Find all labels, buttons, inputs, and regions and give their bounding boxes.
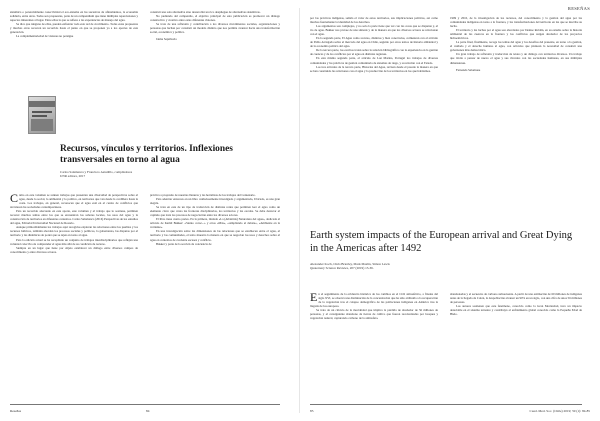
- paragraph: Se trata de una reflexión y contribución a los diversos movimientos sociales, organizaciones y personas que luchan por construir un modelo distinto que nos permita avanzar hacia una transformación social, económica y política.: [150, 22, 280, 35]
- article-journal: Quaternary Science Reviews, 207 (2019) 13-36.: [310, 266, 374, 271]
- paragraph: Los argumentos son complejos, y no solo la parte tiene que ver con las cosas que se disputan y, el río de agua. Bakker nos provee de una síntesis y de la manera en que los diversos actores se relacionan con el agua.: [310, 24, 438, 37]
- paragraph: Se trata en este de un tipo de traducción de distintas redes que permiten leer el agua como un elemento clave que cruza las fronteras disciplinarias, los territorios y las escalas. Se debe destacar el capítulo que trata los procesos de negociación entre los diversos actores.: [150, 205, 280, 218]
- article-meta: [310, 262, 480, 271]
- page-number: 84: [146, 409, 150, 413]
- paragraph: Para un recorrido adecuado en este aporte, este volumen y el trabajo que lo sostiene, permiten recorrer muchos temas entre los que se encuentran los saberes locales, los usos del agua y la construcción de territorios en diferentes contextos. Carlos Salamanca (2016) Perspectivas de los estudios del agua, Editorial Universidad Nacional de Rosario.: [10, 209, 138, 226]
- left-col-bottom-right: [150, 193, 280, 246]
- paragraph: práctica a propósito de nuestras llanuras y las hortalizas de los trabajos del Centenario.: [150, 193, 256, 197]
- footer-citation: Cuad. Med. Soc. (Chile) 2019; 59 (1): 84-85: [529, 409, 590, 413]
- book-cover-image: [28, 96, 56, 134]
- article-authors: Alexander Koch, Chris Brierley, Mark Maslin, Simon Lewis: [310, 262, 390, 266]
- paragraph: Los autores sostienen que este fenómeno, conocido como la Gran Mortandad, tuvo un impacto detectable en el sistema terrestre y contribuyó al enfriamiento global conocido como la Pequeña Edad de Hielo.: [450, 304, 582, 317]
- paragraph: 1999 y 2010, de la investigación de los recursos, del conocimiento y la gestión del agua por las comunidades indígenas en torno a la frontera, y las transformaciones del territorio en las que se inscribe su lucha.: [450, 16, 582, 29]
- drop-cap: E: [310, 290, 318, 304]
- right-col-bottom-left: [310, 292, 438, 320]
- paragraph: De la tercera parte, los escritos tratan sobre la relación bibliográfica con la experiencia en la gestión de cuencas y de los conflictos por el agua en distintas regiones.: [310, 48, 438, 57]
- review-publisher: UNR editora, 2017: [60, 174, 86, 179]
- paragraph: El libro tiene cuatro partes. En la primera, titulada «La (Atlántida) Naturaleza del agua», dedicada al artículo de Kamil Bakker: «Siento coraz...» y otros «Más», «Ampliando el debate», «Ambiente en la vertiente».: [150, 217, 280, 230]
- running-head: RESEÑAS: [567, 6, 590, 11]
- paragraph: En la segunda parte, El Agua como recurso, distintos y bien conectados, comienzan con el artículo de Pablo Arriagada sobre el mercado del agua en Chile, seguido por otros textos de historia ambiental y de la economía política del agua.: [310, 36, 438, 49]
- paragraph: En el seguimiento de la evidencia histórica de los cambios en el CO2 atmosférico, a finales del siglo XVI, se observa una disminución de la concentración que ha sido atribuida a la recuperación de la vegetación tras el colapso demográfico de las poblaciones indígenas en América tras la llegada de los europeos.: [310, 290, 438, 309]
- paragraph: Cómo en este volumen se reúnen trabajos que presentan una diversidad de perspectivas sobre el agua, desde lo social, lo ambiental y lo político, en territorios que van desde la cordillera hasta la costa. Los trabajos, en general, reconocen que el agua está en el centro de conflictos que atraviesan las sociedades contemporáneas.: [10, 191, 138, 210]
- footer-rule: [10, 404, 280, 405]
- paragraph: construir una sola alternativa sino desarrollar un rico despliegue de alternativas sistémicas.: [150, 10, 261, 14]
- right-col-top-right: [450, 16, 582, 72]
- paragraph: Para adentrar entonces en un libro cuidadosamente investigado y argumentado, Ubicado, es una gran alegría.: [150, 197, 280, 206]
- paragraph: Aunque primordialmente los trabajos aquí recogidos exploran las relaciones entre los pueblos y los recursos hídricos, también abordan los procesos sociales y políticos, la gobernanza, las disputas por el territorio y las dinámicas de poder que se tejen en torno al agua.: [10, 225, 138, 238]
- signature: Jaime Sepúlveda: [156, 37, 177, 42]
- left-col-top-left: [10, 10, 138, 38]
- paragraph: Para la edición actual se ha recopilado un conjunto de trabajos interdisciplinarios que reflejan una voluntad colectiva de comprender el agua más allá de su condición de recurso.: [10, 237, 138, 246]
- review-meta: [60, 170, 220, 179]
- left-col-bottom-left: [10, 193, 138, 254]
- footer-section: Reseñas: [10, 409, 22, 413]
- article-title: Earth system impacts of the European arrival and Great Dying in the Americas after 1492: [310, 230, 573, 254]
- footer-rule: [310, 404, 582, 405]
- paragraph: por las prácticas indígenas, señala el valor de estos territorios, sus implicaciones políticas, así como muchos fuertemente la identidad de los derechos.: [310, 16, 438, 25]
- review-title: Recursos, vínculos y territorios. Inflexiones transversales en torno al agua: [60, 144, 233, 165]
- paragraph: En una investigación sobre las dimensiones de las relaciones que se establecen entre el agua, el territorio y las comunidades, el texto muestra la manera en que se negocian los usos y derechos sobre el agua en contextos de creciente escasez y conflicto.: [150, 229, 280, 242]
- page-number: 85: [310, 409, 314, 413]
- right-col-bottom-right: [450, 292, 582, 316]
- paragraph: Se dice que ninguna de ellas, pueden enfrentar toda esta red de crecimiento. Todas estas propuestas y muchas otras recorren un recorrido hasta el punto en que se proponen ya a los aportes de esta generación.: [10, 22, 138, 35]
- paragraph: Siempre en un lugar que tiene por objeto establecer un diálogo entre diversos campos de conocimiento y entre diversos actores.: [10, 245, 138, 254]
- paragraph: El territorio y las luchas por el agua son abordados por Denise Roldán, en su estudio sobre la historia ambiental de las cuencas en la frontera y los conflictos que surgen alrededor de los proyectos hidroeléctricos.: [450, 28, 582, 41]
- paragraph: No pudiendo del compendio, el objetivo principal de esta publicación es promover un diálogo constructivo y creativo entre estas diferentes visiones.: [150, 14, 280, 23]
- paragraph: Los tres artículos de la tercera parte, Historias del Agua, revisan desde el pasado la manera en que se han construido las relaciones con el agua y la producción de los territorios en los que habitamos.: [310, 64, 438, 73]
- paragraph: En esta misma segunda parte, el artículo de Luz Marina, Portugal los trabajos de diversas comunidades y las prácticas de gestión comunitaria de sistemas de riego, y su relación con el Estado.: [310, 56, 438, 65]
- paragraph: Un gran trabajo de reflexión y traducción de textos y un diálogo con territorios diversos. Un trabajo que invita a pensar de nuevo el agua y sus vínculos con las sociedades humanas, en sus múltiples dimensiones.: [450, 52, 582, 65]
- paragraph: Se trata de un cálculo de la mortalidad que implica la pérdida de alrededor de 56 millones de personas, y el consiguiente abandono de tierras de cultivo que fueron recolonizadas por bosques y vegetación natural, capturando carbono de la atmósfera.: [310, 308, 438, 321]
- drop-cap: C: [10, 191, 19, 205]
- right-col-top-left: [310, 16, 438, 73]
- review-authors: Carlos Salamanca y Francisco Astudillo, compiladores: [60, 170, 133, 174]
- paragraph: sistémica o potencialmente conectividad el eco-sistema en las sucesivas de afinamientos, la economía solidaria, entre otras. Todas son propuestas, parte de un compendium que tiene múltiples repercusiones y aspectos inherentes al lugar. Entre ellas la que se refiere a las experiencias de manejo del agua.: [10, 10, 138, 23]
- paragraph: La parte final, finalmente, recoge los temas del agua y los desafíos del presente, en torno a la gestión, el cuidado y el derecho humano al agua, con artículos que plantean la necesidad de construir una gobernanza más democrática.: [450, 40, 582, 53]
- paragraph: Bakker y parte de la sección de conciencia de: [156, 241, 212, 246]
- left-col-top-right: [150, 10, 280, 41]
- right-page: [300, 0, 600, 421]
- paragraph: La complementariedad de visiones no persigue: [16, 34, 74, 39]
- paragraph: abandonadas y el secuestro de carbono subsecuente. A partir de una estimación de 60 millones de indígenas antes de la llegada de Colón, la despoblación alcanzó un 90% en un siglo, con una cifra de unos 56 millones de personas.: [450, 292, 582, 305]
- signature: Fernanda Salomone: [456, 67, 481, 72]
